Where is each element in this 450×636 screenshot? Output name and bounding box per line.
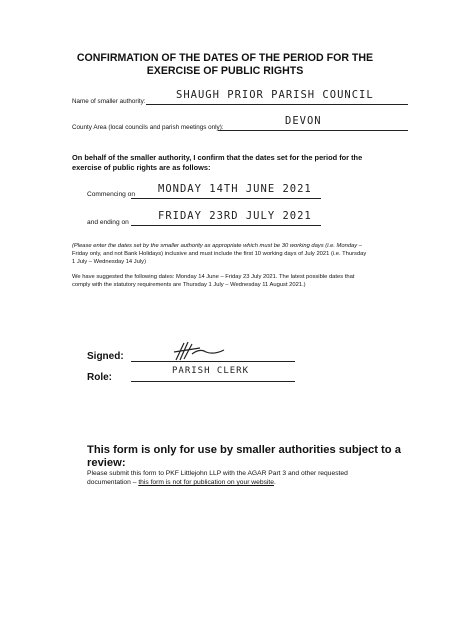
role-line xyxy=(131,381,295,382)
note-1-line-3: 1 July – Wednesday 14 July) xyxy=(72,259,147,265)
footer-line-1: Please submit this form to PKF Littlejohn LLP with the AGAR Part 3 and other requested xyxy=(87,470,348,477)
confirm-line-1: On behalf of the smaller authority, I confirm that the dates set for the period for the xyxy=(72,153,363,162)
form-title-line-2: EXERCISE OF PUBLIC RIGHTS xyxy=(146,65,304,77)
ending-value: FRIDAY 23RD JULY 2021 xyxy=(158,210,312,222)
note-1-line-2: Friday only, and not Bank Holidays) inclusive and must include the first 10 working days of July 2021 (i.e. Thursday xyxy=(72,251,367,257)
form-title-line-1: CONFIRMATION OF THE DATES OF THE PERIOD FOR THE xyxy=(76,52,374,64)
signed-label: Signed: xyxy=(87,351,124,362)
note-1-line-1: (Please enter the dates set by the smaller authority as appropriate which must be 30 working days (i.e. Monday – xyxy=(72,243,362,249)
commencing-label: Commencing on xyxy=(87,191,136,198)
role-value: PARISH CLERK xyxy=(172,366,250,376)
confirm-line-2: exercise of public rights are as follows: xyxy=(72,163,211,172)
county-line xyxy=(218,130,408,131)
authority-label: Name of smaller authority: xyxy=(72,98,146,105)
signature-scribble xyxy=(170,340,230,364)
footer-title-line-2: review: xyxy=(87,457,126,469)
ending-line xyxy=(131,225,321,226)
note-2-line-2: comply with the statutory requirements are Thursday 1 July – Wednesday 11 August 2021.) xyxy=(72,282,306,288)
county-label: County Area (local councils and parish meetings only): xyxy=(72,124,224,131)
authority-line xyxy=(146,104,408,105)
commencing-value: MONDAY 14TH JUNE 2021 xyxy=(158,183,312,195)
county-value: DEVON xyxy=(285,115,322,127)
footer-line-2-suffix: . xyxy=(274,479,276,486)
footer-not-for-publication: this form is not for publication on your website xyxy=(138,479,274,486)
authority-value: SHAUGH PRIOR PARISH COUNCIL xyxy=(176,89,374,101)
footer-line-2 xyxy=(87,479,276,486)
role-label: Role: xyxy=(87,372,112,383)
note-2-line-1: We have suggested the following dates: Monday 14 June – Friday 23 July 2021. The latest possible dates that xyxy=(72,274,355,280)
footer-title-line-1: This form is only for use by smaller authorities subject to a xyxy=(87,444,401,456)
commencing-line xyxy=(131,198,321,199)
footer-line-2-prefix: documentation – xyxy=(87,479,139,486)
ending-label: and ending on xyxy=(87,219,129,226)
